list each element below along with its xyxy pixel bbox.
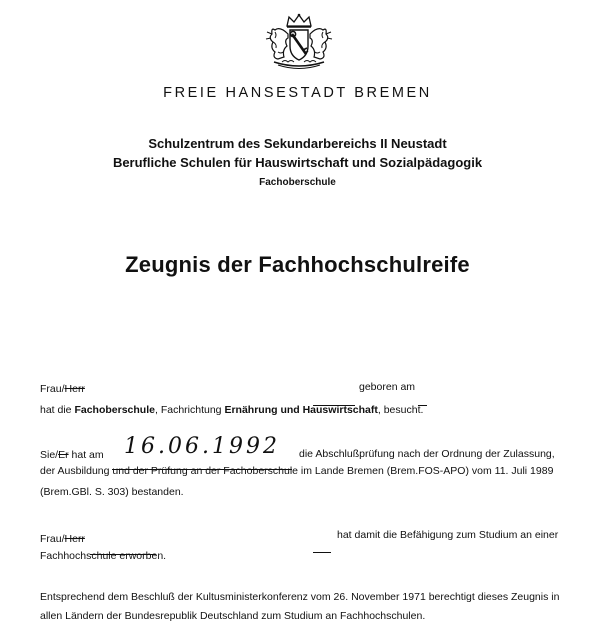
qualification-frau: Frau/ xyxy=(40,533,65,545)
regulation-line: der Ausbildung und der Prüfung an der Fachoberschule im Lande Bremen (Brem.FOS-APO) vom 11. Juli 1989 xyxy=(40,465,554,477)
qualification-line-rest: hat damit die Befähigung zum Studium an einer xyxy=(337,529,559,541)
attendance-school-type: Fachoberschule xyxy=(74,404,155,416)
pronoun-sie: Sie/ xyxy=(40,449,59,461)
certificate-title: Zeugnis der Fachhochschulreife xyxy=(125,252,470,277)
attendance-prefix: hat die xyxy=(40,404,75,416)
salutation-frau: Frau/ xyxy=(40,383,65,395)
exam-line-start xyxy=(40,449,104,461)
attendance-suffix: , besucht. xyxy=(377,404,424,416)
exam-line-rest: die Abschlußprüfung nach der Ordnung der Zulassung, xyxy=(299,448,555,460)
bremen-coat-of-arms-icon xyxy=(260,12,338,72)
school-name-line1: Schulzentrum des Sekundarbereichs II Neustadt xyxy=(148,136,447,151)
exam-hat-am: hat am xyxy=(68,449,104,461)
school-type-label: Fachoberschule xyxy=(259,177,336,188)
exam-date-handwritten: 16.06.1992 xyxy=(124,434,280,459)
school-name-line2: Berufliche Schulen für Hauswirtschaft und Sozialpädagogik xyxy=(112,155,483,170)
attendance-middle: , Fachrichtung xyxy=(154,404,225,416)
pronoun-er-struck: Er xyxy=(58,449,69,461)
qualification-line-end: Fachhochschule erworben. xyxy=(40,550,167,562)
salutation-herr-struck: Herr xyxy=(64,383,85,395)
regulation-ref-line: (Brem.GBl. S. 303) bestanden. xyxy=(40,486,184,498)
qualification-salutation xyxy=(40,533,85,545)
birth-label: geboren am xyxy=(359,381,416,393)
attendance-fachrichtung: Ernährung und Hauswirtschaft xyxy=(224,404,378,416)
salutation-line xyxy=(40,383,85,395)
resolution-line: Entsprechend dem Beschluß der Kultusministerkonferenz vom 26. November 1971 berechtigt dieses Zeugnis in xyxy=(40,591,560,603)
qualification-herr-struck: Herr xyxy=(64,533,85,545)
resolution-line-end: allen Ländern der Bundesrepublik Deutschland zum Studium an Fachhochschulen. xyxy=(40,610,426,622)
attendance-line xyxy=(40,404,423,416)
state-name: FREIE HANSESTADT BREMEN xyxy=(163,85,432,101)
qualification-short-blank xyxy=(313,540,331,558)
